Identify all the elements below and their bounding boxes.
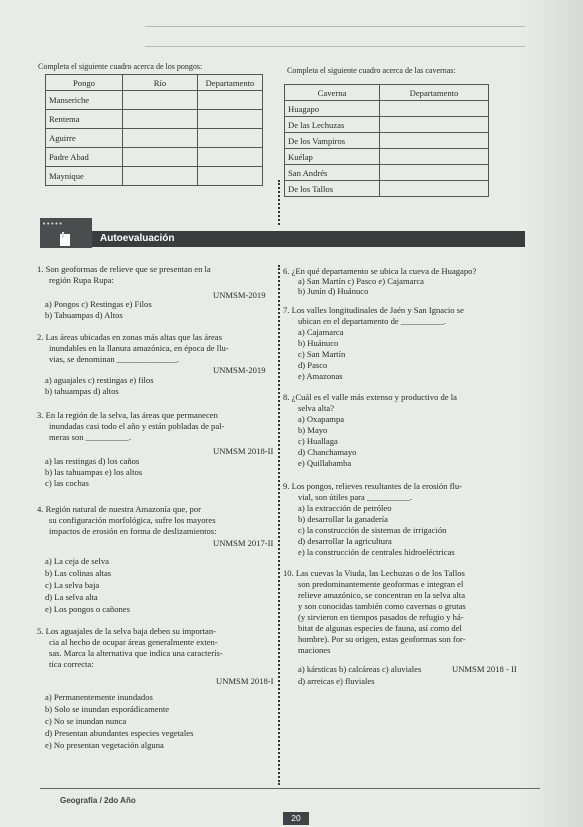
left-line: sas. Marca la alternativa que indica una caracterís- — [49, 648, 223, 658]
pongo-name: Aguirre — [46, 129, 123, 148]
left-line: e) No presentan vegetación alguna — [45, 740, 164, 750]
right-line: 7. Los valles longitudinales de Jaén y San Ignacio se — [283, 305, 464, 315]
right-line: (y sirvieron en tiempos pasados de refugio y há- — [298, 612, 464, 622]
right-line: e) Quillabamba — [298, 458, 352, 468]
left-line: UNMSM 2018-II — [213, 446, 274, 456]
col-header-departamento: Departamento — [380, 85, 489, 101]
left-line: a) las restingas d) los caños — [45, 456, 140, 466]
left-line: su configuración morfológica, sufre los mayores — [49, 515, 216, 525]
answer-cell[interactable] — [380, 149, 489, 165]
page-number: 20 — [283, 812, 309, 825]
left-line: tica correcta: — [49, 659, 94, 669]
right-line: d) Pasco — [298, 360, 328, 370]
answer-cell[interactable] — [380, 165, 489, 181]
right-line: maciones — [298, 645, 331, 655]
table-row — [46, 110, 263, 129]
right-line: d) desarrollar la agricultura — [298, 536, 392, 546]
answer-cell[interactable] — [380, 101, 489, 117]
caverna-name: De las Lechuzas — [285, 117, 380, 133]
table-row — [46, 129, 263, 148]
right-line: ubican en el departamento de __________. — [298, 316, 446, 326]
left-line: 4. Región natural de nuestra Amazonía que, por — [37, 504, 201, 514]
right-line: d) Chanchamayo — [298, 447, 357, 457]
caverna-name: De los Vampiros — [285, 133, 380, 149]
footer-rule — [40, 788, 540, 789]
left-line: c) las cochas — [45, 478, 89, 488]
left-line: a) Pongos c) Restingas e) Filos — [45, 299, 152, 309]
table-row — [285, 181, 489, 197]
pongos-table — [45, 74, 263, 186]
answer-cell[interactable] — [198, 110, 263, 129]
right-line: e) la construcción de centrales hidroeléctricas — [298, 547, 455, 557]
left-line: inundables en la llanura amazónica, en época de llu- — [49, 343, 229, 353]
cavernas-instruction: Completa el siguiente cuadro acerca de las cavernas: — [287, 66, 456, 75]
left-line: UNMSM-2019 — [213, 290, 266, 300]
right-line: a) la extracción de petróleo — [298, 503, 392, 513]
ruled-line — [145, 26, 525, 27]
left-line: inundadas casi todo el año y están pobladas de pal- — [49, 421, 225, 431]
table-row — [46, 148, 263, 167]
left-line: a) Permanentemente inundados — [45, 692, 153, 702]
right-line: a) Oxapampa — [298, 414, 345, 424]
answer-cell[interactable] — [380, 133, 489, 149]
right-line: vial, son útiles para __________. — [298, 492, 413, 502]
left-line: a) aguajales c) restingas e) filos — [45, 375, 154, 385]
banner-title: Autoevaluación — [100, 233, 175, 244]
table-row — [285, 117, 489, 133]
left-line: 5. Los aguajales de la selva baja deben su importan- — [37, 626, 216, 636]
right-line: 6. ¿En qué departamento se ubica la cueva de Huagapo? — [283, 266, 477, 276]
right-line: e) Amazonas — [298, 371, 343, 381]
left-line: cia al hecho de ocupar áreas generalmente exten- — [49, 637, 218, 647]
left-line: b) las tahuampas e) los altos — [45, 467, 143, 477]
answer-cell[interactable] — [123, 167, 198, 186]
caverna-name: De los Tallos — [285, 181, 380, 197]
right-line: 10. Las cuevas la Viuda, las Lechuzas o de los Tallos — [283, 568, 465, 578]
right-line: a) Cajamarca — [298, 327, 344, 337]
table-row — [285, 165, 489, 181]
answer-cell[interactable] — [380, 117, 489, 133]
left-line: d) Presentan abundantes especies vegetales — [45, 728, 194, 738]
right-line: 8. ¿Cuál es el valle más extenso y productivo de la — [283, 392, 457, 402]
left-line: región Rupa Rupa: — [49, 275, 114, 285]
caverna-name: Kuélap — [285, 149, 380, 165]
right-line: y son conocidas también como cavernas o grutas — [298, 601, 466, 611]
right-line: UNMSM 2018 - II — [452, 664, 517, 674]
ruled-line — [145, 46, 525, 47]
left-line: UNMSM-2019 — [213, 365, 266, 375]
left-line: 2. Las áreas ubicadas en zonas más altas que las áreas — [37, 332, 222, 342]
answer-cell[interactable] — [198, 129, 263, 148]
col-header-caverna: Caverna — [285, 85, 380, 101]
left-line: meras son __________. — [49, 432, 131, 442]
right-line: a) San Martín c) Pasco e) Cajamarca — [298, 276, 424, 286]
pongo-name: Rentema — [46, 110, 123, 129]
right-line: bitat de algunas especies de fauna, así como del — [298, 623, 462, 633]
right-line: relieve amazónico, se concentran en la selva alta — [298, 590, 466, 600]
col-header-pongo: Pongo — [46, 75, 123, 91]
left-line: UNMSM 2017-II — [213, 538, 274, 548]
left-line: e) Los pongos o cañones — [45, 604, 130, 614]
left-line: 1. Son geoformas de relieve que se presentan en la — [37, 264, 211, 274]
right-line: c) la construcción de sistemas de irrigación — [298, 525, 447, 535]
pongo-name: Padre Abad — [46, 148, 123, 167]
answer-cell[interactable] — [123, 91, 198, 110]
pongo-name: Maynique — [46, 167, 123, 186]
left-line: b) Las colinas altas — [45, 568, 112, 578]
pongos-instruction: Completa el siguiente cuadro acerca de los pongos: — [38, 62, 203, 71]
column-divider — [278, 180, 280, 225]
table-row — [285, 149, 489, 165]
banner-dots-icon: ••••• — [42, 220, 63, 228]
cavernas-table — [284, 84, 489, 197]
left-line: UNMSM 2018-I — [216, 676, 274, 686]
table-row — [46, 167, 263, 186]
right-line: b) Junín d) Huánuco — [298, 286, 369, 296]
left-line: b) Tahuampas d) Altos — [45, 310, 123, 320]
table-row — [285, 133, 489, 149]
answer-cell[interactable] — [198, 91, 263, 110]
answer-cell[interactable] — [380, 181, 489, 197]
right-line: 9. Los pongos, relieves resultantes de la erosión flu- — [283, 481, 462, 491]
answer-cell[interactable] — [198, 148, 263, 167]
caverna-name: San Andrés — [285, 165, 380, 181]
table-row — [46, 91, 263, 110]
left-line: c) No se inundan nunca — [45, 716, 127, 726]
answer-cell[interactable] — [123, 129, 198, 148]
right-line: c) Huallaga — [298, 436, 338, 446]
left-line: d) La selva alta — [45, 592, 98, 602]
left-line: a) La ceja de selva — [45, 556, 109, 566]
col-header-departamento: Departamento — [198, 75, 263, 91]
left-line: 3. En la región de la selva, las áreas que permanecen — [37, 410, 218, 420]
left-line: b) Solo se inundan esporádicamente — [45, 704, 170, 714]
answer-cell[interactable] — [123, 148, 198, 167]
col-header-rio: Río — [123, 75, 198, 91]
right-line: c) San Martín — [298, 349, 346, 359]
column-divider — [278, 265, 280, 785]
right-line: son predominantemente geoformas e integran el — [298, 579, 464, 589]
footer-subject: Geografía / 2do Año — [60, 796, 136, 805]
right-line: b) Huánuco — [298, 338, 339, 348]
pongo-name: Manseriche — [46, 91, 123, 110]
left-line: impactos de erosión en forma de deslizamientos: — [49, 526, 217, 536]
right-line: a) kársticas b) calcáreas c) aluviales — [298, 664, 422, 674]
left-line: c) La selva baja — [45, 580, 100, 590]
right-line: d) arreicas e) fluviales — [298, 676, 375, 686]
left-line: vias, se denominan ______________. — [49, 354, 180, 364]
caverna-name: Huagapo — [285, 101, 380, 117]
table-row — [285, 101, 489, 117]
page-shadow — [523, 0, 583, 827]
right-line: b) desarrollar la ganadería — [298, 514, 388, 524]
right-line: selva alta? — [298, 403, 335, 413]
left-line: b) tahuampas d) altos — [45, 386, 119, 396]
answer-cell[interactable] — [198, 167, 263, 186]
right-line: b) Mayo — [298, 425, 328, 435]
answer-cell[interactable] — [123, 110, 198, 129]
right-line: hombre). Por su origen, estas geoformas son for- — [298, 634, 466, 644]
book-icon — [58, 231, 72, 247]
